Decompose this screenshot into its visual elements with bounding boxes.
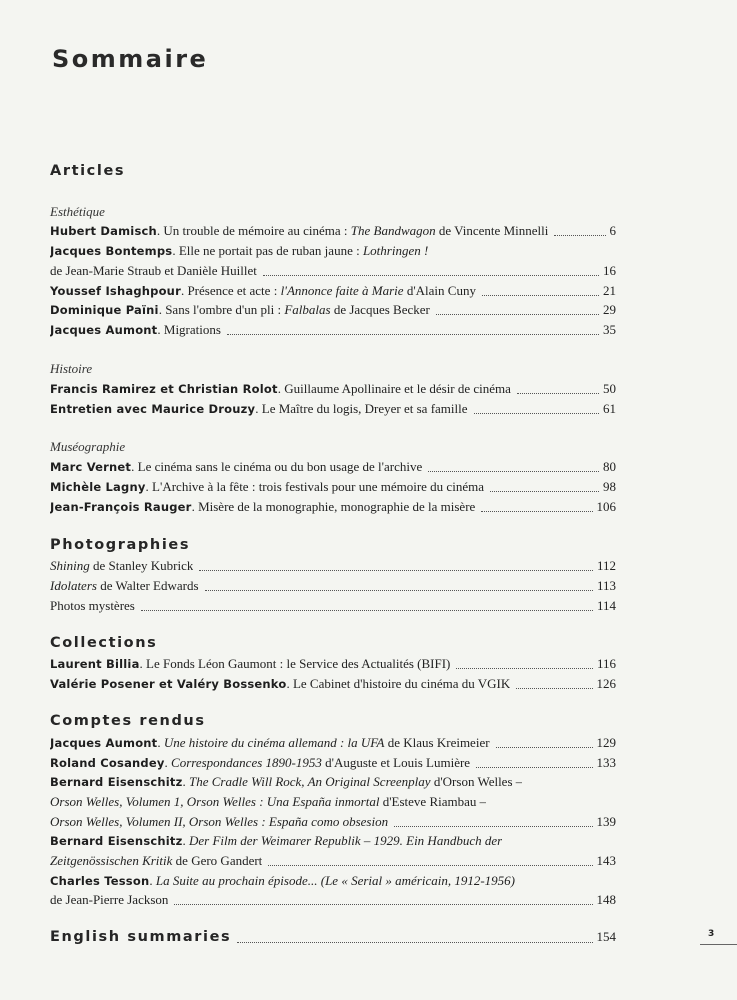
entry-title: The Cradle Will Rock, An Original Screenplay bbox=[189, 774, 431, 789]
toc-entry-tesson-line1[interactable] bbox=[50, 872, 616, 890]
entry-title: Lothringen ! bbox=[362, 243, 429, 258]
page-number: 129 bbox=[596, 735, 616, 750]
dot-leader bbox=[517, 393, 599, 394]
entry-title: Idolaters bbox=[50, 578, 97, 593]
entry-author: Charles Tesson bbox=[50, 874, 150, 888]
entry-text: . bbox=[157, 735, 164, 750]
entry-author: Roland Cosandey bbox=[50, 756, 165, 770]
entry-title: Der Film der Weimarer Republik – 1929. Ein Handbuch der bbox=[189, 833, 503, 848]
entry-text: . bbox=[182, 774, 190, 789]
toc-entry-bontemps-line2[interactable] bbox=[50, 262, 616, 280]
entry-author: Jacques Aumont bbox=[50, 736, 158, 750]
entry-text: de Jean-Pierre Jackson bbox=[50, 892, 169, 907]
dot-leader bbox=[428, 471, 599, 472]
entry-text: . Le Maître du logis, Dreyer et sa famille bbox=[255, 401, 468, 416]
entry-author: Jean-François Rauger bbox=[50, 500, 192, 514]
toc-entry-idolaters[interactable] bbox=[50, 577, 616, 595]
entry-title: Falbalas bbox=[284, 302, 331, 317]
entry-author: Bernard Eisenschitz bbox=[50, 775, 183, 789]
dot-leader bbox=[436, 314, 599, 315]
page-number: 139 bbox=[596, 814, 616, 829]
page-number: 143 bbox=[596, 853, 616, 868]
toc-entry-ramirez[interactable] bbox=[50, 380, 616, 398]
dot-leader bbox=[268, 865, 592, 866]
entry-author: Jacques Bontemps bbox=[50, 244, 173, 258]
entry-text: . Présence et acte : bbox=[180, 283, 281, 298]
entry-text: de Vincente Minnelli bbox=[435, 223, 549, 238]
entry-author: Jacques Aumont bbox=[50, 323, 158, 337]
folio-rule bbox=[700, 944, 737, 945]
entry-title: Orson Welles, Volumen 1, Orson Welles : Una España inmortal bbox=[50, 794, 380, 809]
toc-entry-bontemps-line1[interactable] bbox=[50, 242, 616, 260]
toc-entry-drouzy[interactable] bbox=[50, 400, 616, 418]
page-number: 35 bbox=[603, 322, 616, 337]
subsection-heading-histoire: Histoire bbox=[50, 361, 93, 376]
page-number: 21 bbox=[603, 283, 616, 298]
entry-title: Une histoire du cinéma allemand : la UFA bbox=[163, 735, 385, 750]
page-number: 6 bbox=[609, 223, 616, 238]
entry-author: Dominique Païni bbox=[50, 303, 159, 317]
entry-text: . bbox=[149, 873, 156, 888]
section-heading-comptes-rendus: Comptes rendus bbox=[50, 713, 206, 729]
toc-entry-vernet[interactable] bbox=[50, 458, 616, 476]
page-number: 98 bbox=[603, 479, 616, 494]
entry-text: d'Alain Cuny bbox=[403, 283, 476, 298]
subsection-heading-esthetique: Esthétique bbox=[50, 204, 105, 219]
toc-entry-english-summaries[interactable] bbox=[50, 929, 616, 945]
toc-entry-aumont-migrations[interactable] bbox=[50, 321, 616, 339]
dot-leader bbox=[490, 491, 599, 492]
entry-text: . Guillaume Apollinaire et le désir de cinéma bbox=[277, 381, 511, 396]
toc-entry-ishaghpour[interactable] bbox=[50, 282, 616, 300]
dot-leader bbox=[476, 767, 592, 768]
toc-entry-shining[interactable] bbox=[50, 557, 616, 575]
entry-text: . Misère de la monographie, monographie de la misère bbox=[191, 499, 476, 514]
entry-text: . Elle ne portait pas de ruban jaune : bbox=[172, 243, 363, 258]
dot-leader bbox=[263, 275, 599, 276]
entry-author: Youssef Ishaghpour bbox=[50, 284, 181, 298]
page-number: 80 bbox=[603, 459, 616, 474]
entry-author: Marc Vernet bbox=[50, 460, 132, 474]
entry-text: . Un trouble de mémoire au cinéma : bbox=[156, 223, 351, 238]
dot-leader bbox=[516, 688, 592, 689]
subsection-heading-museographie: Muséographie bbox=[50, 439, 126, 454]
page-number: 106 bbox=[596, 499, 616, 514]
entry-text: de Stanley Kubrick bbox=[89, 558, 194, 573]
entry-title: The Bandwagon bbox=[350, 223, 436, 238]
entry-text: . L'Archive à la fête : trois festivals pour une mémoire du cinéma bbox=[145, 479, 484, 494]
entry-text: . Sans l'ombre d'un pli : bbox=[158, 302, 285, 317]
page-number: 50 bbox=[603, 381, 616, 396]
entry-author: Bernard Eisenschitz bbox=[50, 834, 183, 848]
entry-title: La Suite au prochain épisode... (Le « Serial » américain, 1912-1956) bbox=[155, 873, 515, 888]
toc-entry-eisenschitz-welles-line2[interactable] bbox=[50, 793, 616, 811]
entry-author: Hubert Damisch bbox=[50, 224, 157, 238]
entry-text: . Le Fonds Léon Gaumont : le Service des Actualités (BIFI) bbox=[139, 656, 451, 671]
toc-entry-damisch[interactable] bbox=[50, 222, 616, 240]
entry-text: de Jacques Becker bbox=[330, 302, 430, 317]
folio-page-number: 3 bbox=[708, 929, 715, 939]
entry-text: d'Orson Welles – bbox=[430, 774, 523, 789]
section-heading-english-summaries: English summaries bbox=[50, 929, 232, 945]
dot-leader bbox=[474, 413, 599, 414]
page-title: Sommaire bbox=[52, 45, 209, 73]
entry-text: . bbox=[182, 833, 190, 848]
toc-entry-cosandey[interactable] bbox=[50, 754, 616, 772]
toc-entry-eisenschitz-weimar-line1[interactable] bbox=[50, 832, 616, 850]
page-number: 126 bbox=[596, 676, 616, 691]
dot-leader bbox=[456, 668, 593, 669]
dot-leader bbox=[199, 570, 593, 571]
entry-text: Photos mystères bbox=[50, 598, 135, 613]
page-number: 112 bbox=[596, 558, 616, 573]
dot-leader bbox=[205, 590, 593, 591]
page-number: 29 bbox=[603, 302, 616, 317]
toc-entry-lagny[interactable] bbox=[50, 478, 616, 496]
dot-leader bbox=[482, 295, 599, 296]
section-heading-collections: Collections bbox=[50, 635, 158, 651]
entry-text: . Migrations bbox=[157, 322, 221, 337]
toc-entry-tesson-line2[interactable] bbox=[50, 891, 616, 909]
dot-leader bbox=[554, 235, 605, 236]
entry-author: Valérie Posener et Valéry Bossenko bbox=[50, 677, 287, 691]
toc-entry-billia[interactable] bbox=[50, 655, 616, 673]
entry-title: Shining bbox=[50, 558, 90, 573]
entry-text: de Klaus Kreimeier bbox=[384, 735, 490, 750]
toc-entry-eisenschitz-weimar-line2[interactable] bbox=[50, 852, 616, 870]
page-number: 114 bbox=[596, 598, 616, 613]
entry-text: . Le cinéma sans le cinéma ou du bon usage de l'archive bbox=[131, 459, 423, 474]
entry-author: Michèle Lagny bbox=[50, 480, 146, 494]
page-number: 61 bbox=[603, 401, 616, 416]
entry-title: Correspondances 1890-1953 bbox=[171, 755, 322, 770]
page-number: 113 bbox=[596, 578, 616, 593]
toc-entry-rauger[interactable] bbox=[50, 498, 616, 516]
entry-author: Laurent Billia bbox=[50, 657, 140, 671]
dot-leader bbox=[174, 904, 592, 905]
toc-entry-aumont-ufa[interactable] bbox=[50, 734, 616, 752]
page-number: 16 bbox=[603, 263, 616, 278]
toc-entry-paini[interactable] bbox=[50, 301, 616, 319]
entry-text: de Gero Gandert bbox=[172, 853, 263, 868]
entry-text: . bbox=[164, 755, 172, 770]
entry-text: de Walter Edwards bbox=[96, 578, 199, 593]
dot-leader bbox=[481, 511, 592, 512]
entry-text: . Le Cabinet d'histoire du cinéma du VGIK bbox=[286, 676, 511, 691]
entry-text: d'Auguste et Louis Lumière bbox=[321, 755, 471, 770]
entry-author: Francis Ramirez et Christian Rolot bbox=[50, 382, 278, 396]
toc-entry-photos-mysteres[interactable] bbox=[50, 597, 616, 615]
dot-leader bbox=[237, 942, 592, 943]
entry-author: Entretien avec Maurice Drouzy bbox=[50, 402, 256, 416]
page-number: 154 bbox=[596, 929, 616, 944]
entry-title: Orson Welles, Volumen II, Orson Welles : España como obsesion bbox=[50, 814, 389, 829]
dot-leader bbox=[496, 747, 593, 748]
page-number: 116 bbox=[596, 656, 616, 671]
entry-title: Zeitgenössischen Kritik bbox=[50, 853, 173, 868]
dot-leader bbox=[141, 610, 593, 611]
entry-text: d'Esteve Riambau – bbox=[379, 794, 487, 809]
toc-entry-eisenschitz-welles-line1[interactable] bbox=[50, 773, 616, 791]
toc-entry-eisenschitz-welles-line3[interactable] bbox=[50, 813, 616, 831]
page-number: 133 bbox=[596, 755, 616, 770]
entry-title: l'Annonce faite à Marie bbox=[280, 283, 404, 298]
dot-leader bbox=[227, 334, 599, 335]
page-number: 148 bbox=[596, 892, 616, 907]
toc-entry-posener[interactable] bbox=[50, 675, 616, 693]
entry-text: de Jean-Marie Straub et Danièle Huillet bbox=[50, 263, 257, 278]
section-heading-photographies: Photographies bbox=[50, 537, 191, 553]
section-heading-articles: Articles bbox=[50, 163, 126, 179]
dot-leader bbox=[394, 826, 592, 827]
